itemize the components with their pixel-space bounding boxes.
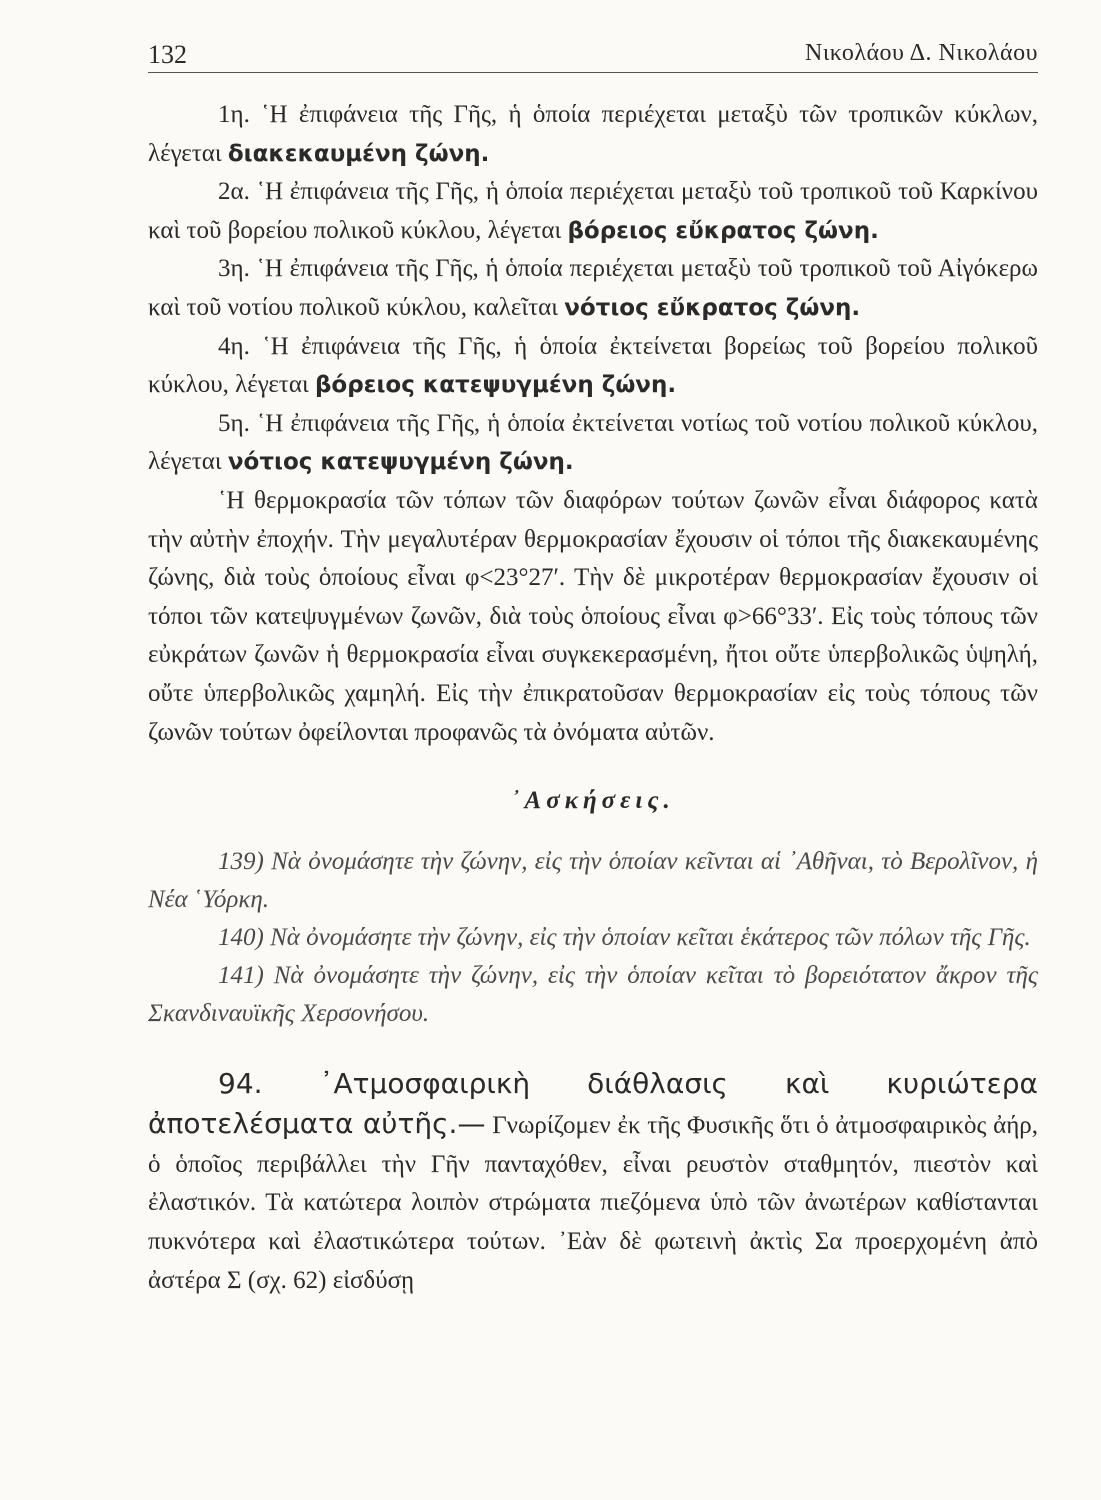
zone-paragraph-5: 5η. ῾Η ἐπιφάνεια τῆς Γῆς, ἡ ὁποία ἐκτείνεται νοτίως τοῦ νοτίου πολικοῦ κύκλου, λέγεται νότιος κατεψυγμένη ζώνη. <box>148 409 1039 476</box>
zone-paragraph-1: 1η. ῾Η ἐπιφάνεια τῆς Γῆς, ἡ ὁποία περιέχεται μεταξὺ τῶν τροπικῶν κύκλων, λέγεται διακεκαυμένη ζώνη. <box>148 101 1039 167</box>
zone-paragraph-3: 3η. ῾Η ἐπιφάνεια τῆς Γῆς, ἡ ὁποία περιέχεται μεταξὺ τοῦ τροπικοῦ τοῦ Αἰγόκερω καὶ τοῦ νοτίου πολικοῦ κύκλου, καλεῖται νότιος εὔκρατος ζώνη. <box>148 255 1038 321</box>
zone-term: βόρειος κατεψυγμένη ζώνη. <box>314 372 677 399</box>
zone-paragraph-2: 2α. ῾Η ἐπιφάνεια τῆς Γῆς, ἡ ὁποία περιέχεται μεταξὺ τοῦ τροπικοῦ τοῦ Καρκίνου καὶ τοῦ βορείου πολικοῦ κύκλου, λέγεται βόρειος εὔκρατος ζώνη. <box>148 178 1038 244</box>
zone-term: βόρειος εὔκρατος ζώνη. <box>567 217 879 244</box>
exercises-heading: ᾿Ασκήσεις. <box>511 787 675 815</box>
section-94-paragraph <box>148 1065 1038 1301</box>
exercise-item: 140) Νὰ ὀνομάσητε τὴν ζώνην, εἰς τὴν ὁποίαν κεῖται ἑκάτερος τῶν πόλων τῆς Γῆς. <box>218 923 1031 951</box>
exercise-item: 139) Νὰ ὀνομάσητε τὴν ζώνην, εἰς τὴν ὁποίαν κεῖνται αἱ ᾿Αθῆναι, τὸ Βερολῖνον, ἡ Νέα ῾Υόρκη. <box>148 847 1038 913</box>
page-body <box>148 96 1038 1300</box>
exercises-list <box>148 843 1038 1033</box>
zone-paragraph-4: 4η. ῾Η ἐπιφάνεια τῆς Γῆς, ἡ ὁποία ἐκτείνεται βορείως τοῦ βορείου πολικοῦ κύκλου, λέγεται βόρειος κατεψυγμένη ζώνη. <box>148 332 1038 399</box>
zone-term: διακεκαυμένη ζώνη. <box>227 140 490 167</box>
page-number: 132 <box>148 40 187 69</box>
zone-term: νότιος κατεψυγμένη ζώνη. <box>227 449 574 476</box>
page-header <box>148 38 1038 73</box>
running-head: Νικολάου Δ. Νικολάου <box>804 40 1038 66</box>
zone-term: νότιος εὔκρατος ζώνη. <box>564 294 861 321</box>
exercise-item: 141) Νὰ ὀνομάσητε τὴν ζώνην, εἰς τὴν ὁποίαν κεῖται τὸ βορειότατον ἄκρον τῆς Σκανδιναυϊκῆς Χερσονήσου. <box>148 961 1038 1027</box>
section-title: 94. ᾿Ατμοσφαιρικὴ διάθλασις καὶ κυριώτερα ἀποτελέσματα αὐτῆς.— <box>148 1066 1038 1141</box>
temperature-paragraph: ῾Η θερμοκρασία τῶν τόπων τῶν διαφόρων τούτων ζωνῶν εἶναι διάφορος κατὰ τὴν αὐτὴν ἐποχήν. Τὴν μεγαλυτέραν θερμοκρασίαν ἔχουσιν οἱ τόποι τῆς διακεκαυμένης ζώνης, διὰ τοὺς ὁποίους εἶναι φ<23°27′. Τὴν δὲ μικροτέραν θερμοκρασίαν ἔχουσιν οἱ τόποι τῶν κατεψυγμένων ζωνῶν, διὰ τοὺς ὁποίους εἶναι φ>66°33′. Εἰς τοὺς τόπους τῶν εὐκράτων ζωνῶν ἡ θερμοκρασία εἶναι συγκεκερασμένη, ἤτοι οὔτε ὑπερβολικῶς ὑψηλή, οὔτε ὑπερβολικῶς χαμηλή. Εἰς τὴν ἐπικρατοῦσαν θερμοκρασίαν εἰς τοὺς τόπους τῶν ζωνῶν τούτων ὀφείλονται προφανῶς τὰ ὀνόματα αὐτῶν. <box>148 486 1038 746</box>
section-text: Γνωρίζομεν ἐκ τῆς Φυσικῆς ὅτι ὁ ἀτμοσφαιρικὸς ἀήρ, ὁ ὁποῖος περιβάλλει τὴν Γῆν πανταχόθεν, εἶναι ρευστὸν σταθμητόν, πιεστὸν καὶ ἐλαστικόν. Τὰ κατώτερα λοιπὸν στρώματα πιεζόμενα ὑπὸ τῶν ἀνωτέρων καθίστανται πυκνότερα καὶ ἐλαστικώτερα τούτων. ᾿Εὰν δὲ φωτεινὴ ἀκτὶς Σα προερχομένη ἀπὸ ἀστέρα Σ (σχ. 62) εἰσδύσῃ <box>148 1112 1038 1294</box>
